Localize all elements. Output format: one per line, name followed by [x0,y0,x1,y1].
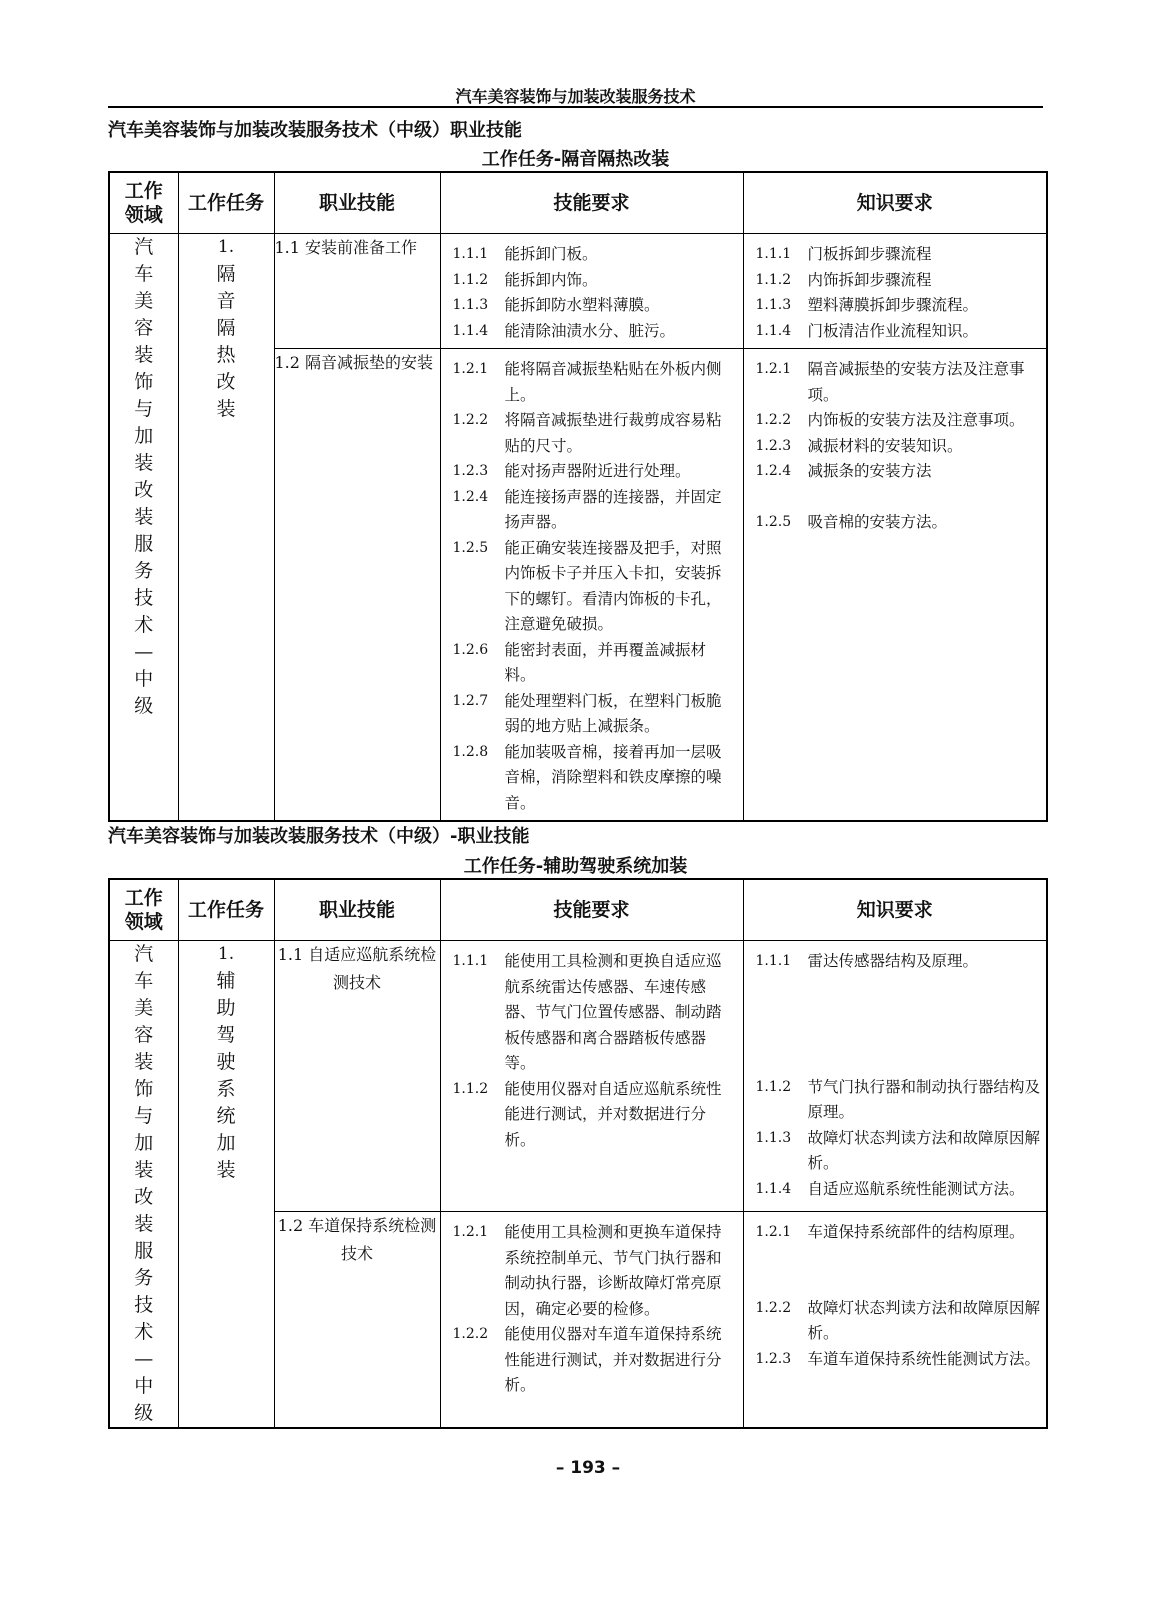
table-row [109,234,1047,349]
list-item: 1.2.5 吸音棉的安装方法。 [755,512,948,531]
skill-cell: 1.1 自适应巡航系统检测技术 [274,941,440,1212]
list-item: 1.1.1 雷达传感器结构及原理。 [755,952,979,970]
section1-subtitle: 工作任务-隔音隔热改装 [481,149,670,170]
header-skill: 职业技能 [274,879,440,941]
skill-req-cell [440,941,743,1212]
header-skill-req: 技能要求 [440,879,743,941]
list-item: 1.2.1 隔音减振垫的安装方法及注意事项。 [755,360,1025,404]
skill-cell: 1.2 车道保持系统检测技术 [274,1212,440,1428]
task-cell [178,941,274,1429]
table-header-row [109,172,1047,234]
list-item: 1.1.2 能拆卸内饰。 [452,270,598,289]
domain-text: 汽车美容装饰与加装改装服务技术—中级 [134,943,154,1424]
list-item: 1.2.7 能处理塑料门板，在塑料门板脆弱的地方贴上减振条。 [452,691,722,735]
skill-cell: 1.2 隔音减振垫的安装 [274,349,440,822]
running-header: 汽车美容装饰与加装改装服务技术 [455,87,696,106]
list-item: 1.1.4 自适应巡航系统性能测试方法。 [755,1179,1025,1198]
header-domain: 工作领域 [109,172,178,234]
list-item: 1.2.6 能密封表面，并再覆盖减振材料。 [452,640,707,684]
list-item: 1.1.1 能使用工具检测和更换自适应巡航系统雷达传感器、车速传感器、节气门位置传感器、制动踏板传感器和离合器踏板传感器等。 [452,952,722,1072]
list-item: 1.2.3 能对扬声器附近进行处理。 [452,462,691,480]
skill-req-cell [440,1212,743,1428]
list-item: 1.1.2 内饰拆卸步骤流程 [755,270,932,289]
list-item: 1.1.4 门板清洁作业流程知识。 [755,321,979,340]
task-number: 1. [217,944,235,964]
section1-title: 汽车美容装饰与加装改装服务技术（中级）职业技能 [108,120,522,141]
list-item: 1.2.4 能连接扬声器的连接器，并固定扬声器。 [452,487,722,531]
skill-cell: 1.1 安装前准备工作 [274,234,440,349]
list-item: 1.2.1 车道保持系统部件的结构原理。 [755,1223,1025,1242]
list-item: 1.2.1 能使用工具检测和更换车道保持系统控制单元、节气门执行器和制动执行器，诊断故障灯常亮原因，确定必要的检修。 [452,1223,722,1318]
header-knowledge-req: 知识要求 [743,879,1047,941]
skill-req-cell [440,349,743,822]
list-item: 1.1.3 故障灯状态判读方法和故障原因解析。 [755,1128,1041,1172]
knowledge-req-cell [743,234,1047,349]
section2-table [108,878,1048,1429]
list-item: 1.2.2 能使用仪器对车道车道保持系统性能进行测试，并对数据进行分析。 [452,1325,722,1395]
header-rule [108,106,1043,108]
list-item: 1.2.3 减振材料的安装知识。 [755,436,963,455]
header-skill-req: 技能要求 [440,172,743,234]
domain-cell [109,941,178,1429]
list-item: 1.1.1 门板拆卸步骤流程 [755,245,932,263]
task-cell [178,234,274,822]
table-row [109,941,1047,1212]
list-item: 1.2.2 故障灯状态判读方法和故障原因解析。 [755,1298,1041,1343]
header-task: 工作任务 [178,172,274,234]
knowledge-req-cell [743,1212,1047,1428]
domain-cell [109,234,178,822]
list-item: 1.1.4 能清除油渍水分、脏污。 [452,321,676,340]
task-text: 辅助驾驶系统加装 [216,970,236,1181]
skill-req-cell [440,234,743,349]
list-item: 1.1.2 能使用仪器对自适应巡航系统性能进行测试，并对数据进行分析。 [452,1079,722,1149]
list-item: 1.2.4 减振条的安装方法 [755,462,932,480]
page-number: – 193 – [555,1458,621,1478]
list-item: 1.1.1 能拆卸门板。 [452,245,598,263]
section2-subtitle: 工作任务-辅助驾驶系统加装 [463,856,688,877]
list-item: 1.2.1 能将隔音减振垫粘贴在外板内侧上。 [452,360,722,404]
list-item: 1.1.3 塑料薄膜拆卸步骤流程。 [755,296,979,314]
task-number: 1. [217,237,235,257]
header-skill: 职业技能 [274,172,440,234]
domain-text: 汽车美容装饰与加装改装服务技术—中级 [134,236,154,717]
header-task: 工作任务 [178,879,274,941]
list-item: 1.2.2 将隔音减振垫进行裁剪成容易粘贴的尺寸。 [452,411,722,455]
knowledge-req-cell [743,941,1047,1212]
list-item: 1.2.5 能正确安装连接器及把手，对照内饰板卡子并压入卡扣，安装拆下的螺钉。看清内饰板的卡孔，注意避免破损。 [452,538,722,633]
task-text: 隔音隔热改装 [216,263,236,420]
list-item: 1.2.8 能加装吸音棉，接着再加一层吸音棉，消除塑料和铁皮摩擦的噪音。 [452,742,722,812]
section1-table [108,171,1048,822]
list-item: 1.1.2 节气门执行器和制动执行器结构及原理。 [755,1077,1041,1121]
list-item: 1.2.3 车道车道保持系统性能测试方法。 [755,1349,1041,1368]
section2-title: 汽车美容装饰与加装改装服务技术（中级）-职业技能 [108,826,530,847]
list-item: 1.1.3 能拆卸防水塑料薄膜。 [452,296,660,314]
header-knowledge-req: 知识要求 [743,172,1047,234]
knowledge-req-cell [743,349,1047,822]
list-item: 1.2.2 内饰板的安装方法及注意事项。 [755,411,1025,429]
header-domain: 工作领域 [109,879,178,941]
table-header-row [109,879,1047,941]
